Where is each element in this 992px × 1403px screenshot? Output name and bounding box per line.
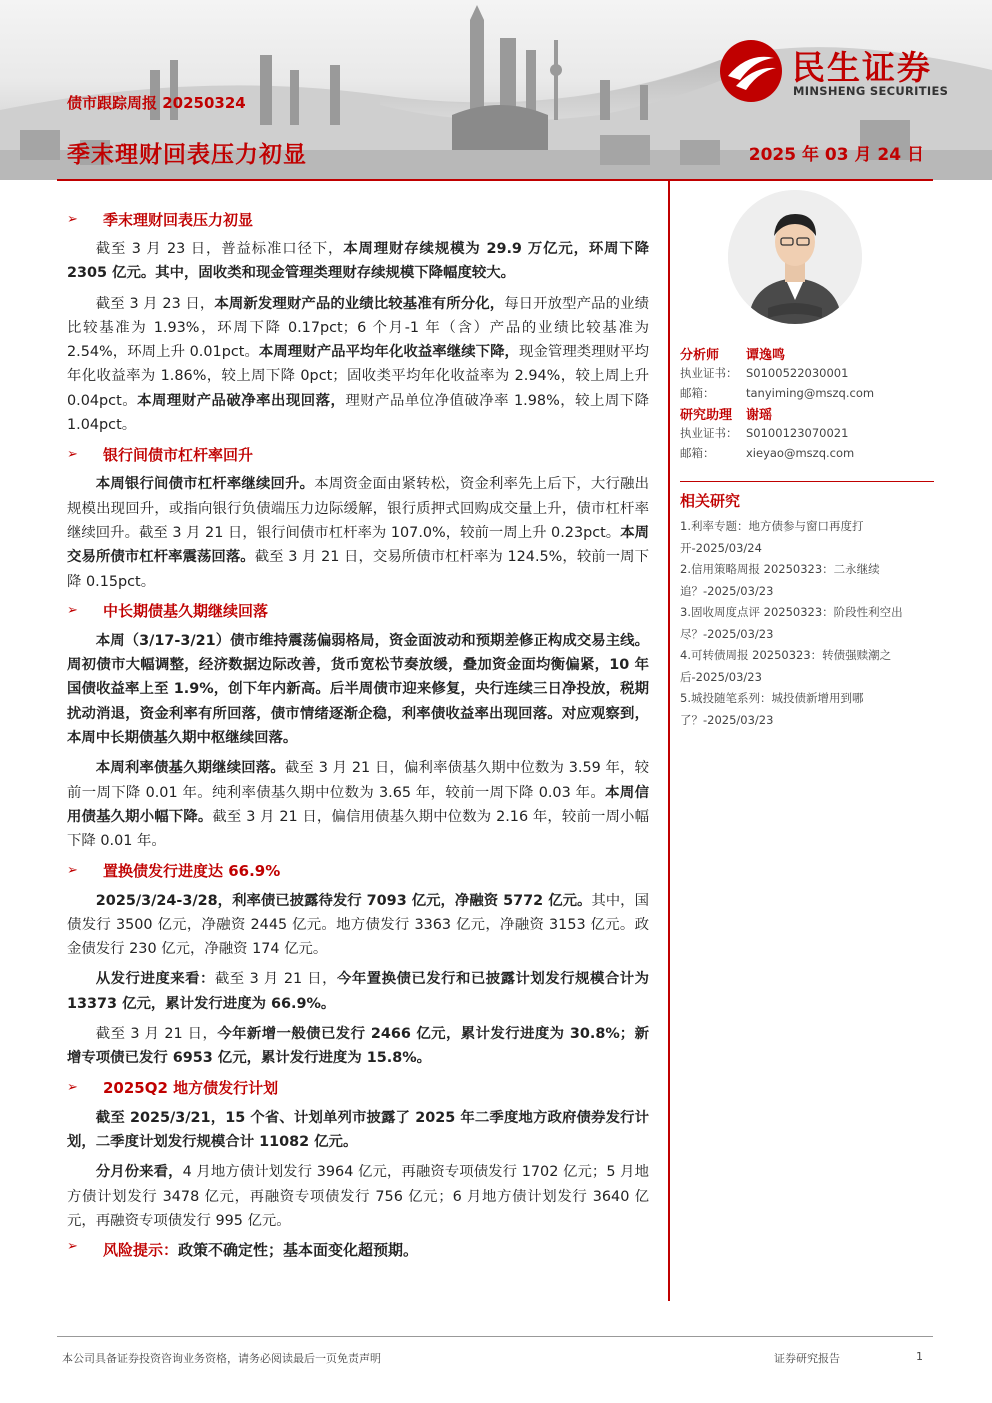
section-heading: [67, 600, 649, 622]
section-heading: [67, 1077, 649, 1099]
assistant-email-label: 邮箱：: [680, 446, 715, 460]
body-paragraph: 本周（3/17-3/21）债市维持震荡偏弱格局，资金面波动和预期差修正构成交易主线。周初债市大幅调整，经济数据边际改善，货币宽松节奏放缓，叠加资金面均衡偏紧，10 年国债收益率上至 1.9%，创下年内新高。后半周债市迎来修复，央行连续三日净投放，税期扰动消退，资金利率有所回落，债市情绪逐渐企稳，利率债收益率出现回落。对应观察到，本周中长期债基久期中枢继续回落。: [67, 632, 649, 747]
section-heading-text: 季末理财回表压力初显: [103, 210, 254, 229]
risk-warning: [67, 1239, 649, 1260]
assistant-cert: S0100123070021: [746, 426, 849, 440]
body-paragraph: 分月份来看，4 月地方债计划发行 3964 亿元，再融资专项债发行 1702 亿元；5 月地方债计划发行 3478 亿元，再融资专项债发行 756 亿元；6 月地方债计划发行 3640 亿元，再融资专项债发行 995 亿元。: [67, 1164, 649, 1229]
analyst-info: [680, 343, 934, 463]
related-research-title: 相关研究: [680, 492, 741, 510]
section-heading-text: 银行间债市杠杆率回升: [103, 445, 254, 464]
chevron-right-icon: ➢: [67, 446, 78, 462]
page-number: 1: [916, 1350, 923, 1363]
main-content: [67, 208, 649, 1260]
chevron-right-icon: ➢: [67, 1239, 78, 1255]
related-item[interactable]: 3.固收周度点评 20250323：阶段性利空出尽？-2025/03/23: [680, 605, 903, 641]
analyst-photo: [728, 190, 862, 324]
analyst-name: 谭逸鸣: [746, 347, 786, 363]
logo-english-text: MINSHENG SECURITIES: [793, 84, 949, 98]
column-divider: [668, 181, 670, 1301]
assistant-email[interactable]: xieyao@mszq.com: [746, 446, 855, 460]
chevron-right-icon: ➢: [67, 863, 78, 879]
related-item[interactable]: 2.信用策略周报 20250323：二永继续追？-2025/03/23: [680, 562, 880, 598]
company-logo: [718, 38, 978, 104]
related-item[interactable]: 5.城投随笔系列：城投债新增用到哪了？-2025/03/23: [680, 691, 864, 727]
section-heading-text: 2025Q2 地方债发行计划: [103, 1079, 279, 1098]
sidebar-divider: [680, 481, 934, 482]
section-heading: [67, 443, 649, 465]
body-paragraph: 本周银行间债市杠杆率继续回升。本周资金面由紧转松，资金利率先上后下，大行融出规模出现回升，或指向银行负债端压力边际缓解，银行质押式回购成交量上升，债市杠杆率继续回升。截至 3 月 21 日，银行间债市杠杆率为 107.0%，较前一周上升 0.23pct。本周交易所债市杠杆率震荡回落。截至 3 月 21 日，交易所债市杠杆率为 124.5%，较前一周下降 0.15pct。: [67, 476, 649, 590]
analyst-email[interactable]: tanyiming@mszq.com: [746, 386, 875, 400]
related-research-list: [680, 516, 930, 731]
report-title: 季末理财回表压力初显: [67, 142, 307, 168]
related-item[interactable]: 4.可转债周报 20250323：转债强赎潮之后-2025/03/23: [680, 648, 892, 684]
header-banner: [0, 0, 992, 180]
body-paragraph: 截至 2025/3/21，15 个省、计划单列市披露了 2025 年二季度地方政府债券发行计划，二季度计划发行规模合计 11082 亿元。: [67, 1109, 649, 1150]
minsheng-logo-icon: [718, 38, 784, 104]
body-paragraph: 截至 3 月 23 日，普益标准口径下，本周理财存续规模为 29.9 万亿元，环周下降 2305 亿元。其中，固收类和现金管理类理财存续规模下降幅度较大。: [67, 241, 649, 282]
footer-divider: [57, 1336, 933, 1337]
analyst-cert: S0100522030001: [746, 366, 849, 380]
body-paragraph: 从发行进度来看：截至 3 月 21 日，今年置换债已发行和已披露计划发行规模合计为 13373 亿元，累计发行进度为 66.9%。: [67, 971, 649, 1012]
assistant-role: 研究助理: [680, 407, 733, 423]
risk-label: 风险提示：: [103, 1241, 179, 1260]
section-heading: [67, 860, 649, 882]
section-heading-text: 置换债发行进度达 66.9%: [103, 862, 281, 881]
section-heading-text: 中长期债基久期继续回落: [103, 602, 269, 621]
body-paragraph: 本周利率债基久期继续回落。截至 3 月 21 日，偏利率债基久期中位数为 3.59 年，较前一周下降 0.01 年。纯利率债基久期中位数为 3.65 年，较前一周下降 0.03 年。本周信用债基久期小幅下降。截至 3 月 21 日，偏信用债基久期中位数为 2.16 年，较前一周小幅下降 0.01 年。: [67, 760, 649, 850]
footer-disclaimer: 本公司具备证券投资咨询业务资格，请务必阅读最后一页免责声明: [62, 1352, 381, 1365]
chevron-right-icon: ➢: [67, 603, 78, 619]
chevron-right-icon: ➢: [67, 211, 78, 227]
body-paragraph: 截至 3 月 23 日，本周新发理财产品的业绩比较基准有所分化，每日开放型产品的业绩比较基准为 1.93%，环周下降 0.17pct；6 个月-1 年（含）产品的业绩比较基准为 2.54%，环周上升 0.01pct。本周理财产品平均年化收益率继续下降，现金管理类理财平均年化收益率为 1.86%，较上周下降 0pct；固收类平均年化收益率为 2.94%，较上周上升 0.04pct。本周理财产品破净率出现回落，理财产品单位净值破净率 1.98%，较上周下降 1.04pct。: [67, 295, 649, 434]
related-item[interactable]: 1.利率专题：地方债参与窗口再度打开-2025/03/24: [680, 519, 864, 555]
assistant-name: 谢瑶: [746, 407, 773, 423]
section-heading: [67, 208, 649, 230]
analyst-cert-label: 执业证书：: [680, 366, 738, 380]
risk-text: 政策不确定性；基本面变化超预期。: [178, 1241, 419, 1260]
report-series: 债市跟踪周报 20250324: [67, 94, 246, 112]
body-paragraph: 2025/3/24-3/28，利率债已披露待发行 7093 亿元，净融资 5772 亿元。其中，国债发行 3500 亿元，净融资 2445 亿元。地方债发行 3363 亿元，净融资 3153 亿元。政金债发行 230 亿元，净融资 174 亿元。: [67, 892, 649, 958]
logo-chinese-text: 民生证券: [792, 48, 932, 87]
analyst-email-label: 邮箱：: [680, 386, 715, 400]
header-divider: [57, 179, 933, 181]
assistant-cert-label: 执业证书：: [680, 426, 738, 440]
report-date: 2025 年 03 月 24 日: [748, 145, 924, 165]
chevron-right-icon: ➢: [67, 1080, 78, 1096]
analyst-role: 分析师: [680, 347, 720, 363]
body-paragraph: 截至 3 月 21 日，今年新增一般债已发行 2466 亿元，累计发行进度为 30.8%；新增专项债已发行 6953 亿元，累计发行进度为 15.8%。: [67, 1026, 650, 1067]
footer-report-type: 证券研究报告: [774, 1352, 840, 1365]
